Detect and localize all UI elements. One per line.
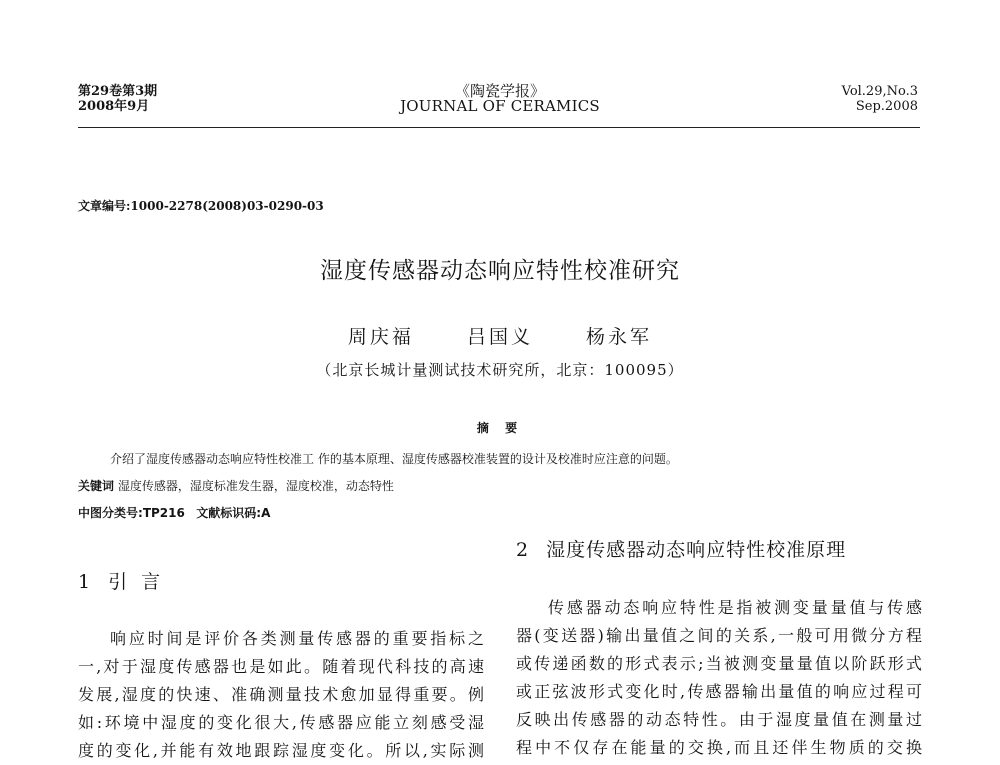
body-line: 一,对于湿度传感器也是如此。随着现代科技的高速 (78, 657, 484, 676)
author-list (0, 322, 1000, 349)
doc-code: A (261, 506, 271, 520)
body-line: 发展,湿度的快速、准确测量技术愈加显得重要。例 (78, 685, 484, 704)
author: 杨永军 (586, 326, 653, 348)
body-line: 如:环境中湿度的变化很大,传感器应能立刻感受湿 (78, 713, 484, 732)
body-line: 响应时间是评价各类测量传感器的重要指标之 (110, 629, 484, 648)
body-line: 程中不仅存在能量的交换,而且还伴生物质的交换 (516, 738, 922, 757)
volume-date: Sep.2008 (855, 99, 918, 114)
body-line: 传感器动态响应特性是指被测变量量值与传感 (548, 598, 922, 617)
volume-info (842, 84, 918, 114)
section-1-number: 1 (78, 571, 91, 593)
keywords-line (78, 477, 394, 494)
clc-label: 中图分类号: (78, 506, 143, 520)
journal-name-en: JOURNAL OF CERAMICS (400, 97, 600, 115)
section-2-title: 湿度传感器动态响应特性校准原理 (546, 539, 847, 561)
issue-number: 第29卷第3期 (78, 84, 158, 99)
classification-line (78, 504, 270, 521)
author: 吕国义 (466, 326, 533, 348)
affiliation: （北京长城计量测试技术研究所，北京：100095） (316, 361, 684, 379)
author: 周庆福 (347, 326, 414, 348)
body-line: 反映出传感器的动态特性。由于湿度量值在测量过 (516, 710, 922, 729)
abstract-heading: 摘 要 (476, 421, 524, 435)
keywords-label: 关键词 (78, 479, 115, 493)
body-line: 或正弦波形式变化时,传感器输出量值的响应过程可 (516, 682, 922, 701)
section-2-number: 2 (516, 539, 529, 561)
section-2-heading (516, 535, 846, 562)
paper-title: 湿度传感器动态响应特性校准研究 (320, 258, 680, 284)
abstract-text: 介绍了湿度传感器动态响应特性校准工 作的基本原理、湿度传感器校准装置的设计及校准时应注意的问题。 (110, 452, 678, 466)
body-line: 度的变化,并能有效地跟踪湿度变化。所以,实际测 (78, 741, 484, 760)
section-1-body (78, 625, 484, 765)
body-line: 或传递函数的形式表示;当被测变量量值以阶跃形式 (516, 654, 922, 673)
keywords: 湿度传感器，湿度标准发生器，湿度校准，动态特性 (117, 479, 394, 493)
journal-name-cn: 《陶瓷学报》 (454, 82, 545, 100)
section-1-title: 引言 (108, 571, 175, 593)
section-2-body (516, 594, 922, 762)
section-1-heading (78, 567, 174, 594)
header-rule (78, 127, 920, 128)
article-number: 文章编号:1000-2278(2008)03-0290-03 (78, 199, 324, 213)
doc-code-label: 文献标识码: (196, 506, 262, 520)
body-line: 器(变送器)输出量值之间的关系,一般可用微分方程 (516, 626, 922, 645)
issue-date: 2008年9月 (78, 99, 150, 114)
volume-number: Vol.29,No.3 (841, 84, 918, 99)
clc-code: TP216 (142, 506, 185, 520)
